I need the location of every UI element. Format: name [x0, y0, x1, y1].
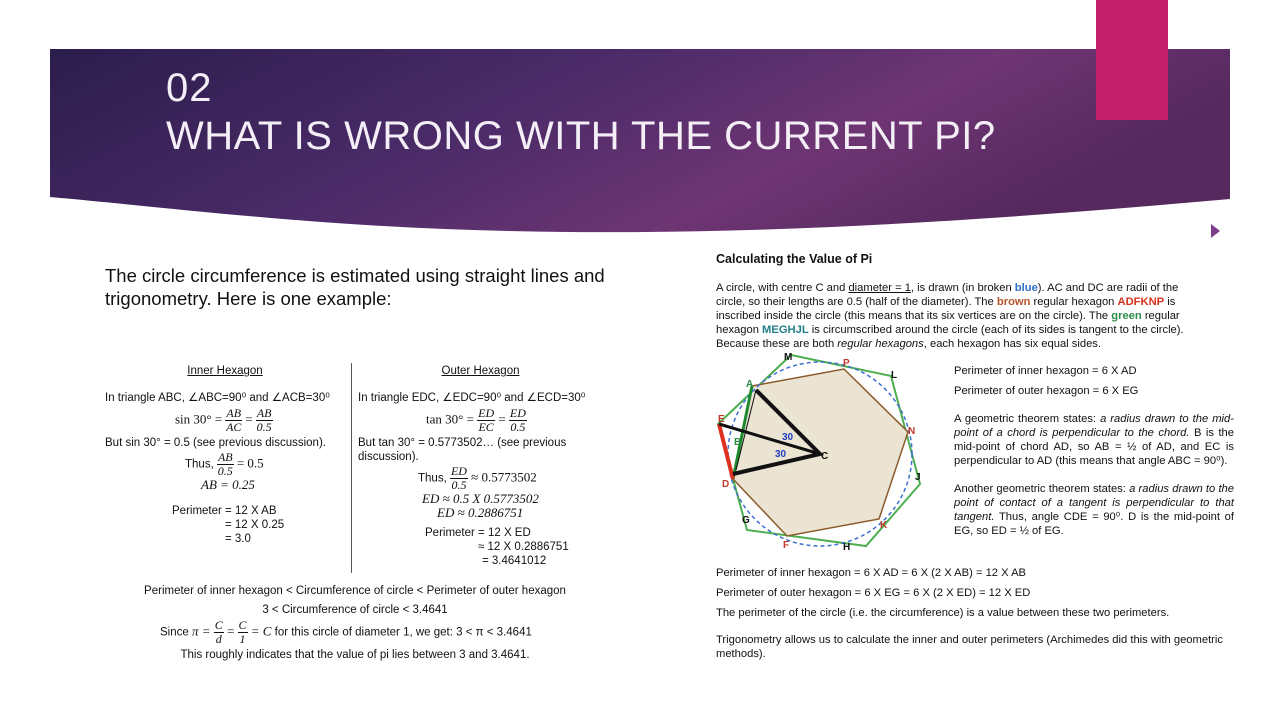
theorem-2: Another geometric theorem states: a radius drawn to the point of contact of a tangent is perpendicular to that tangent. Thus, angle CDE = 90⁰. D is the mid-point of EG, so ED = ½ of EG.: [954, 483, 1234, 537]
summary-block: [105, 584, 605, 662]
summary-since: Since π = $\frac{C}{d}$ = $\frac{C}{1}$ = C for this circle of diameter 1, we get: 3 < π < 3.4641: [160, 618, 532, 646]
intro-text: The circle circumference is estimated using straight lines and trigonometry. Here is one example:: [105, 265, 605, 309]
hexagon-diagram: [708, 350, 948, 560]
outer-hexagon-column: [358, 364, 603, 568]
bullet-arrow-icon: [1211, 224, 1220, 238]
bottom-line2: Perimeter of outer hexagon = 6 X EG = 6 X (2 X ED) = 12 X ED: [716, 587, 1031, 599]
angle-label-1: 30: [782, 432, 794, 443]
inner-per2: = 12 X 0.25: [225, 519, 285, 531]
column-divider: [351, 363, 352, 573]
label-D: D: [722, 479, 730, 490]
label-J: J: [915, 472, 921, 483]
label-M: M: [784, 352, 793, 363]
outer-ed1: ED ≈ 0.5 X 0.5773502: [422, 491, 539, 506]
inner-line1: In triangle ABC, ∠ABC=90⁰ and ∠ACB=30⁰: [105, 392, 330, 404]
accent-bar-top: [1096, 0, 1168, 120]
outer-per1: Perimeter = 12 X ED: [425, 527, 531, 539]
label-F: F: [783, 540, 790, 551]
label-H: H: [843, 542, 851, 553]
inner-thus: Thus, $\frac{AB}{0.5}$ = 0.5: [185, 450, 264, 478]
outer-line3: discussion).: [358, 451, 419, 463]
summary-line4: This roughly indicates that the value of pi lies between 3 and 3.4641.: [180, 649, 530, 661]
summary-line1: Perimeter of inner hexagon < Circumference of circle < Perimeter of outer hexagon: [144, 585, 566, 597]
panel-right-text: [954, 364, 1234, 538]
per-outer-6eg: Perimeter of outer hexagon = 6 X EG: [954, 385, 1139, 397]
inner-heading: Inner Hexagon: [187, 365, 263, 377]
inner-per3: = 3.0: [225, 533, 251, 545]
label-N: N: [908, 426, 916, 437]
bottom-line4: Trigonometry allows us to calculate the inner and outer perimeters (Archimedes did this with geometric methods).: [716, 634, 1223, 660]
panel-title: Calculating the Value of Pi: [716, 252, 873, 266]
inner-ab: AB = 0.25: [201, 477, 255, 492]
summary-line2: 3 < Circumference of circle < 3.4641: [262, 604, 448, 616]
panel-intro: A circle, with centre C and diameter = 1, is drawn (in broken blue). AC and DC are radii of the circle, so their lengths are 0.5 (half of the diameter). The brown regular hexagon ADFKNP is inscribed inside the circle (this means that its six vertices are on the circle). The green regular hexagon MEGHJL is circumscribed around the circle (each of its sides is tangent to the circle). Because these are both regular hexagons, each hexagon has six equal sides.: [716, 282, 1184, 350]
outer-per2: ≈ 12 X 0.2886751: [478, 541, 569, 553]
label-L: L: [891, 370, 898, 381]
inner-eq1: sin 30° = $\frac{AB}{AC}$ = $\frac{AB}{0.5}$: [175, 406, 272, 434]
angle-label-2: 30: [775, 449, 787, 460]
label-B: B: [734, 437, 742, 448]
outer-heading: Outer Hexagon: [441, 365, 520, 377]
inner-hexagon-column: [105, 364, 345, 546]
outer-line1: In triangle EDC, ∠EDC=90⁰ and ∠ECD=30⁰: [358, 392, 586, 404]
panel-bottom: [716, 566, 1236, 661]
bottom-line3: The perimeter of the circle (i.e. the circumference) is a value between these two perimeters.: [716, 607, 1170, 619]
outer-thus: Thus, $\frac{ED}{0.5}$ ≈ 0.5773502: [418, 464, 537, 492]
inner-per1: Perimeter = 12 X AB: [172, 505, 277, 517]
outer-eq1: tan 30° = $\frac{ED}{EC}$ = $\frac{ED}{0.5}$: [426, 406, 526, 434]
label-A: A: [746, 379, 754, 390]
outer-ed2: ED ≈ 0.2886751: [437, 505, 524, 520]
outer-per3: = 3.4641012: [482, 555, 547, 567]
label-P: P: [843, 358, 850, 369]
label-E: E: [718, 414, 725, 425]
theorem-1: A geometric theorem states: a radius drawn to the mid-point of a chord is perpendicular to the chord. B is the mid-point of chord AD, so AB = ½ of AD, and EC is perpendicular to AD (this means that angle ABC = 90⁰).: [954, 413, 1234, 467]
bottom-line1: Perimeter of inner hexagon = 6 X AD = 6 X (2 X AB) = 12 X AB: [716, 567, 1027, 579]
label-C: C: [821, 451, 829, 462]
outer-line2: But tan 30° = 0.5773502… (see previous: [358, 437, 567, 449]
per-inner-6ad: Perimeter of inner hexagon = 6 X AD: [954, 365, 1137, 377]
slide-title: WHAT IS WRONG WITH THE CURRENT PI?: [166, 114, 996, 158]
label-K: K: [880, 520, 888, 531]
inner-line2: But sin 30° = 0.5 (see previous discussion).: [105, 437, 326, 449]
label-G: G: [742, 515, 750, 526]
slide-number: 02: [166, 66, 213, 110]
